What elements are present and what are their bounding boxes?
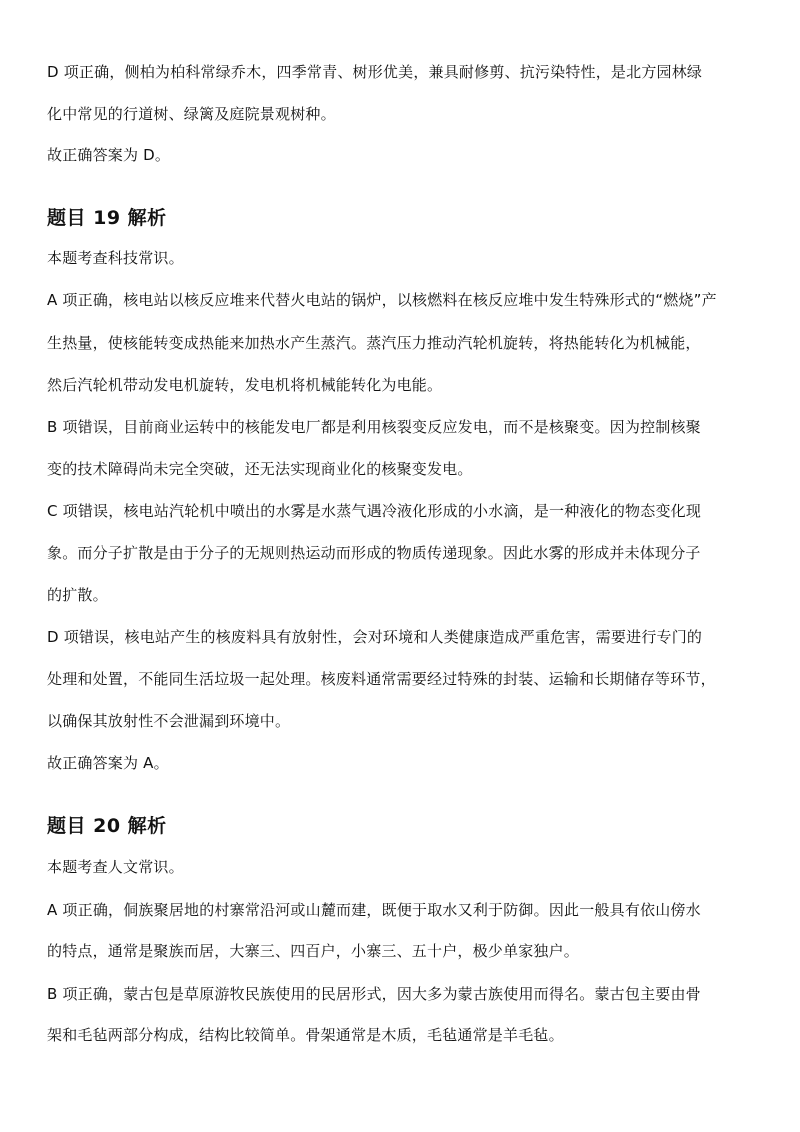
paragraph-line: A 项正确，侗族聚居地的村寨常沿河或山麓而建，既便于取水又利于防御。因此一般具有依山傍水 <box>47 901 701 919</box>
paragraph-line: 的扩散。 <box>47 586 108 604</box>
paragraph-line: C 项错误，核电站汽轮机中喷出的水雾是水蒸气遇冷液化形成的小水滴，是一种液化的物态变化现 <box>47 502 702 520</box>
paragraph-line: 故正确答案为 A。 <box>47 754 169 772</box>
paragraph-line: 化中常见的行道树、绿篱及庭院景观树种。 <box>47 105 336 123</box>
paragraph-line: 变的技术障碍尚未完全突破，还无法实现商业化的核聚变发电。 <box>47 460 473 478</box>
paragraph-line: 以确保其放射性不会泄漏到环境中。 <box>47 712 291 730</box>
paragraph-line: 然后汽轮机带动发电机旋转，发电机将机械能转化为电能。 <box>47 376 443 394</box>
paragraph-line: 故正确答案为 D。 <box>47 146 171 164</box>
paragraph-line: A 项正确，核电站以核反应堆来代替火电站的锅炉，以核燃料在核反应堆中发生特殊形式的“燃烧”产 <box>47 291 717 309</box>
paragraph-line: B 项错误，目前商业运转中的核能发电厂都是利用核裂变反应发电，而不是核聚变。因为控制核聚 <box>47 418 701 436</box>
paragraph-line: 本题考查科技常识。 <box>47 249 184 267</box>
paragraph-line: 生热量，使核能转变成热能来加热水产生蒸汽。蒸汽压力推动汽轮机旋转，将热能转化为机械能， <box>47 334 701 352</box>
paragraph-line: D 项错误，核电站产生的核废料具有放射性，会对环境和人类健康造成严重危害，需要进行专门的 <box>47 628 703 646</box>
paragraph-line: D 项正确，侧柏为柏科常绿乔木，四季常青、树形优美，兼具耐修剪、抗污染特性，是北方园林绿 <box>47 63 703 81</box>
paragraph-line: 处理和处置，不能同生活垃圾一起处理。核废料通常需要经过特殊的封装、运输和长期储存等环节， <box>47 670 716 688</box>
paragraph-line: 本题考查人文常识。 <box>47 858 184 876</box>
paragraph-line: 架和毛毡两部分构成，结构比较简单。骨架通常是木质，毛毡通常是羊毛毡。 <box>47 1026 564 1044</box>
section-heading-q19: 题目 19 解析 <box>47 207 167 229</box>
section-heading-q20: 题目 20 解析 <box>47 815 167 837</box>
paragraph-line: 的特点，通常是聚族而居，大寨三、四百户，小寨三、五十户，极少单家独户。 <box>47 942 580 960</box>
paragraph-line: 象。而分子扩散是由于分子的无规则热运动而形成的物质传递现象。因此水雾的形成并未体现分子 <box>47 544 701 562</box>
paragraph-line: B 项正确，蒙古包是草原游牧民族使用的民居形式，因大多为蒙古族使用而得名。蒙古包主要由骨 <box>47 985 701 1003</box>
